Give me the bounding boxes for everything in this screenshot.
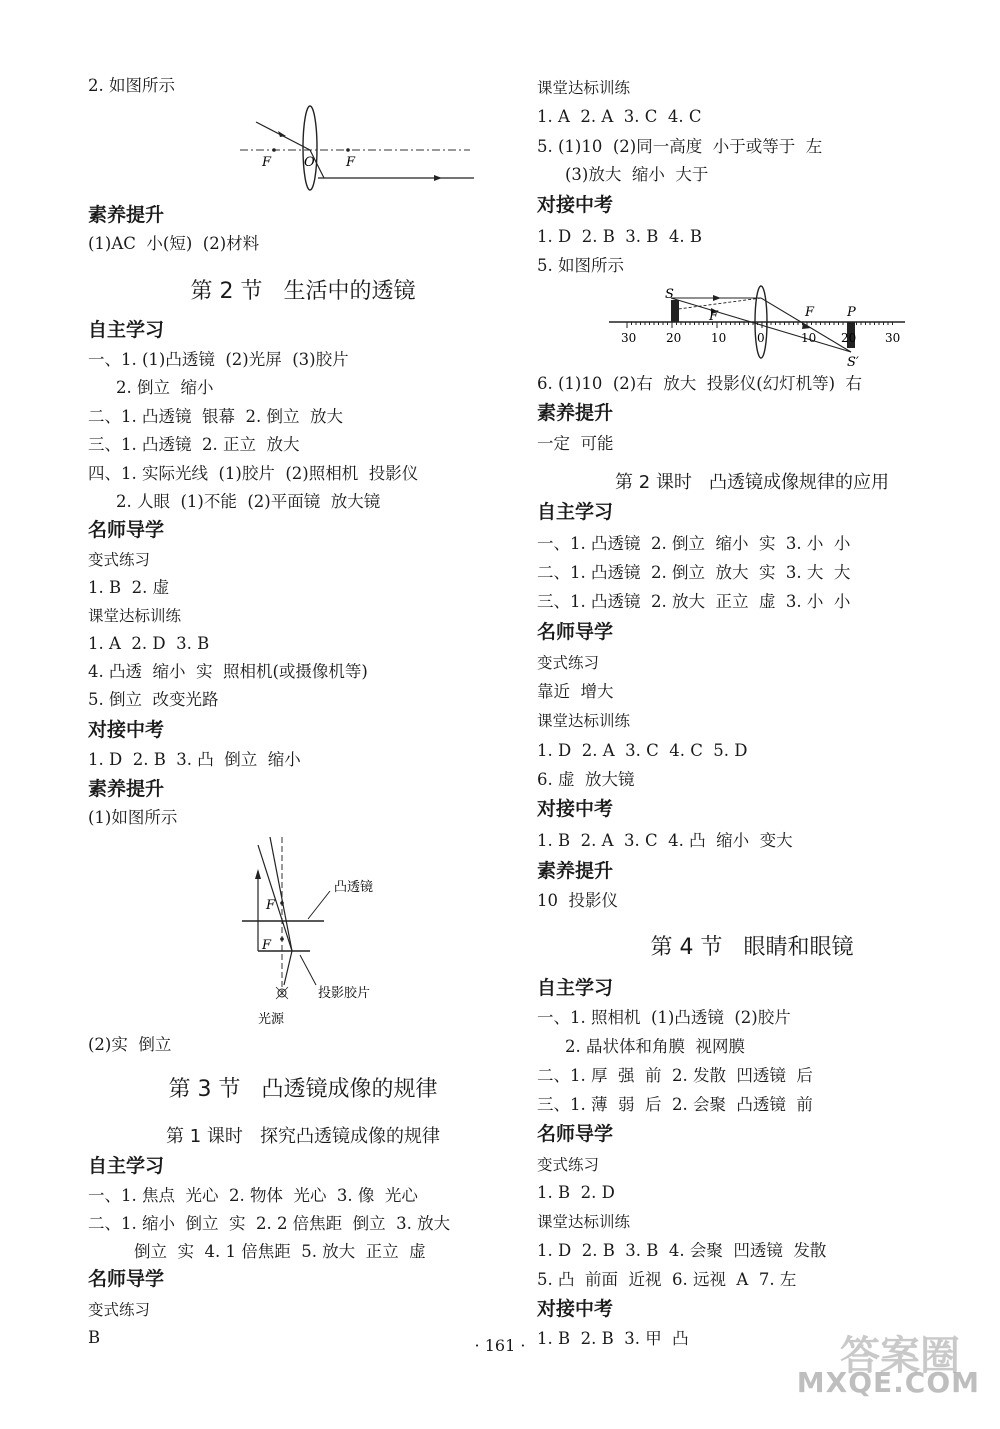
answer-line: 6. 虚 放大镜: [537, 770, 635, 789]
subsection-title: 第 1 课时 探究凸透镜成像的规律: [165, 1126, 441, 1147]
answer-line: 1. D 2. A 3. C 4. C 5. D: [537, 741, 748, 760]
section-title: 第 2 节 生活中的透镜: [190, 279, 416, 304]
heading-suyang: 素养提升: [88, 204, 165, 226]
answer-line: 1. D 2. B 3. B 4. B: [537, 227, 703, 246]
answer-line: 一、1. 照相机 (1)凸透镜 (2)胶片: [537, 1008, 791, 1027]
heading-ketang: 课堂达标训练: [537, 79, 631, 97]
answer-line: 四、1. 实际光线 (1)胶片 (2)照相机 投影仪: [88, 464, 419, 483]
focus-label: F: [709, 309, 719, 324]
heading-suyang: 素养提升: [537, 402, 614, 424]
answer-line: 倒立 实 4. 1 倍焦距 5. 放大 正立 虚: [134, 1242, 426, 1261]
label-source: 光源: [258, 1012, 285, 1025]
heading-ketang: 课堂达标训练: [88, 607, 182, 625]
center-label: O: [304, 155, 315, 170]
answer-line: 一、1. 凸透镜 2. 倒立 缩小 实 3. 小 小: [537, 534, 851, 553]
answer-line: 二、1. 凸透镜 2. 倒立 放大 实 3. 大 大: [537, 563, 851, 582]
projector-diagram: [236, 835, 476, 1025]
answer-line: 1. A 2. A 3. C 4. C: [537, 107, 702, 126]
answer-line: 三、1. 凸透镜 2. 正立 放大: [88, 435, 300, 454]
answer-line: 三、1. 薄 弱 后 2. 会聚 凸透镜 前: [537, 1095, 813, 1114]
label-S: S: [665, 287, 674, 302]
answer-line: (1)如图所示: [88, 808, 178, 827]
heading-suyang: 素养提升: [88, 778, 165, 800]
label-P: P: [847, 305, 856, 320]
answer-line: 一定 可能: [537, 434, 614, 453]
answer-line: 2. 倒立 缩小: [116, 378, 214, 397]
watermark-logo: 答案圈: [840, 1333, 960, 1379]
answer-line: 1. B 2. B 3. 甲 凸: [537, 1329, 689, 1348]
answer-line: 4. 凸透 缩小 实 照相机(或摄像机等): [88, 662, 368, 681]
heading-duijie: 对接中考: [537, 1298, 614, 1320]
answer-line: 一、1. 焦点 光心 2. 物体 光心 3. 像 光心: [88, 1186, 418, 1205]
answer-line: 5. (1)10 (2)同一高度 小于或等于 左: [537, 137, 823, 156]
answer-line: 10 投影仪: [537, 891, 618, 910]
focus-label: F: [262, 155, 272, 170]
answer-line: 1. D 2. B 3. B 4. 会聚 凹透镜 发散: [537, 1241, 827, 1260]
subsection-title: 第 2 课时 凸透镜成像规律的应用: [614, 472, 890, 493]
answer-line: 1. A 2. D 3. B: [88, 634, 210, 653]
label-film: 投影胶片: [318, 986, 371, 1001]
lens-ray-diagram-1: [238, 104, 478, 194]
answer-line: 5. 倒立 改变光路: [88, 690, 219, 709]
heading-bianshi: 变式练习: [537, 1156, 600, 1174]
heading-ketang: 课堂达标训练: [537, 712, 631, 730]
ruler-label: 0: [757, 331, 765, 345]
heading-suyang: 素养提升: [537, 860, 614, 882]
ruler-label: 10: [801, 331, 817, 345]
answer-line: 二、1. 凸透镜 银幕 2. 倒立 放大: [88, 407, 343, 426]
ruler-label: 30: [885, 331, 901, 345]
answer-line: 二、1. 缩小 倒立 实 2. 2 倍焦距 倒立 3. 放大: [88, 1214, 451, 1233]
answer-line: 6. (1)10 (2)右 放大 投影仪(幻灯机等) 右: [537, 374, 863, 393]
heading-zizhu: 自主学习: [537, 501, 614, 523]
answer-line: 1. B 2. A 3. C 4. 凸 缩小 变大: [537, 831, 793, 850]
answer-line: 2. 人眼 (1)不能 (2)平面镜 放大镜: [116, 492, 381, 511]
ruler-label: 30: [621, 331, 637, 345]
heading-ketang: 课堂达标训练: [537, 1213, 631, 1231]
answer-line: 靠近 增大: [537, 682, 614, 701]
heading-zizhu: 自主学习: [537, 977, 614, 999]
answer-line: 1. D 2. B 3. 凸 倒立 缩小: [88, 750, 301, 769]
label-lens: 凸透镜: [334, 880, 374, 895]
ruler-label: 20: [666, 331, 682, 345]
heading-duijie: 对接中考: [88, 719, 165, 741]
heading-mingshi: 名师导学: [88, 519, 165, 541]
answer-line: 5. 凸 前面 近视 6. 远视 A 7. 左: [537, 1270, 797, 1289]
focus-label: F: [805, 305, 815, 320]
focus-label: F: [266, 898, 276, 913]
heading-duijie: 对接中考: [537, 194, 614, 216]
answer-line: 1. B 2. D: [537, 1183, 615, 1202]
focus-label: F: [262, 938, 272, 953]
ruler-label: 20: [841, 331, 857, 345]
heading-zizhu: 自主学习: [88, 319, 165, 341]
ruler-label: 10: [711, 331, 727, 345]
page-number: · 161 ·: [474, 1336, 526, 1355]
section-title: 第 4 节 眼睛和眼镜: [650, 935, 854, 960]
heading-duijie: 对接中考: [537, 798, 614, 820]
heading-mingshi: 名师导学: [537, 1123, 614, 1145]
focus-label: F: [346, 155, 356, 170]
heading-bianshi: 变式练习: [88, 1301, 151, 1319]
answer-line: 5. 如图所示: [537, 256, 624, 275]
heading-mingshi: 名师导学: [537, 621, 614, 643]
answer-line: 二、1. 厚 强 前 2. 发散 凹透镜 后: [537, 1066, 813, 1085]
answer-line: 2. 如图所示: [88, 76, 175, 95]
heading-bianshi: 变式练习: [537, 654, 600, 672]
answer-line: 2. 晶状体和角膜 视网膜: [565, 1037, 745, 1056]
heading-bianshi: 变式练习: [88, 551, 151, 569]
label-S-prime: S′: [847, 355, 859, 370]
section-title: 第 3 节 凸透镜成像的规律: [168, 1077, 438, 1102]
answer-line: 三、1. 凸透镜 2. 放大 正立 虚 3. 小 小: [537, 592, 851, 611]
answer-line: (1)AC 小(短) (2)材料: [88, 234, 260, 253]
optical-bench-diagram: [605, 284, 909, 370]
heading-mingshi: 名师导学: [88, 1268, 165, 1290]
answer-line: (3)放大 缩小 大于: [565, 165, 709, 184]
answer-line: B: [88, 1328, 101, 1347]
answer-line: 一、1. (1)凸透镜 (2)光屏 (3)胶片: [88, 350, 349, 369]
heading-zizhu: 自主学习: [88, 1155, 165, 1177]
answer-line: (2)实 倒立: [88, 1035, 172, 1054]
watermark-text: MXQE.COM: [796, 1366, 980, 1399]
answer-line: 1. B 2. 虚: [88, 578, 170, 597]
